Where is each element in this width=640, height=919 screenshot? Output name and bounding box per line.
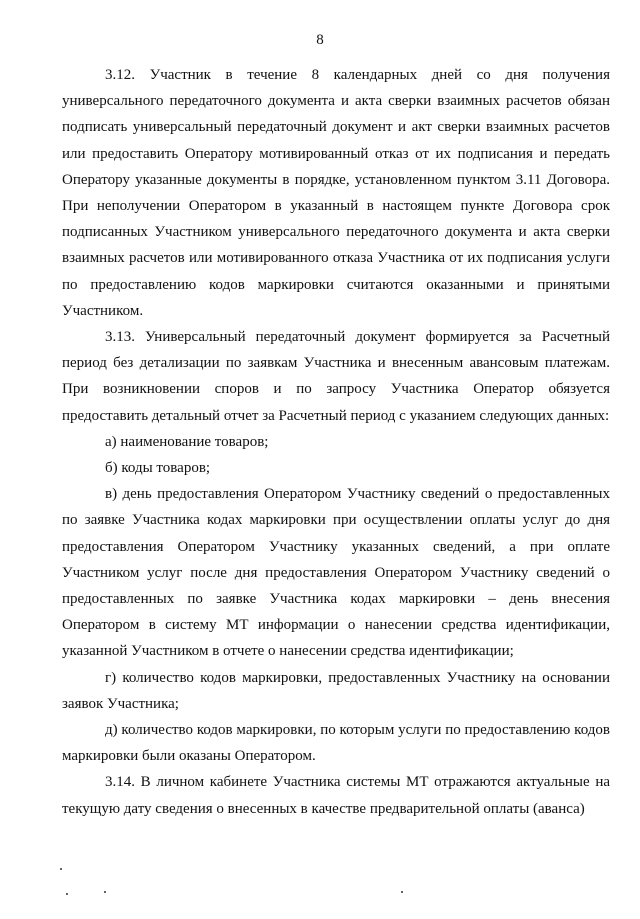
page-number: 8: [316, 32, 324, 48]
document-body: [62, 62, 610, 822]
list-item-a: а) наименование товаров;: [105, 433, 269, 450]
list-item-b: б) коды товаров;: [105, 460, 211, 477]
scan-speck: [66, 893, 68, 895]
scan-speck: [104, 891, 106, 893]
scan-speck: [401, 891, 403, 893]
list-item-v: в) день предоставления Оператором Участнику сведений о предоставленных по заявке Участника кодах маркировки при осуществлении оплаты услуг до дня предоставления Оператором Участнику указанных сведений, а при оплате Участником услуг после дня предоставления Оператором Участнику сведений о предоставленных по заявке Участника кодах маркировки – день внесения Оператором в систему МТ информации о нанесении средства идентификации, указанной Участником в отчете о нанесении средства идентификации;: [62, 486, 610, 660]
scan-speck: [60, 868, 62, 870]
paragraph-3-14: 3.14. В личном кабинете Участника системы МТ отражаются актуальные на текущую дату сведения о внесенных в качестве предварительной оплаты (аванса): [62, 774, 610, 817]
list-item-g: г) количество кодов маркировки, предоставленных Участнику на основании заявок Участника;: [62, 669, 610, 712]
paragraph-3-13: 3.13. Универсальный передаточный документ формируется за Расчетный период без детализации по заявкам Участника и внесенным авансовым платежам. При возникновении споров и по запросу Участника Оператор обязуется предоставить детальный отчет за Расчетный период с указанием следующих данных:: [62, 329, 610, 424]
list-item-d: д) количество кодов маркировки, по которым услуги по предоставлению кодов маркировки были оказаны Оператором.: [62, 722, 610, 765]
paragraph-3-12: 3.12. Участник в течение 8 календарных дней со дня получения универсального передаточного документа и акта сверки взаимных расчетов обязан подписать универсальный передаточный документ и акт сверки взаимных расчетов или предоставить Оператору мотивированный отказ от их подписания и передать Оператору указанные документы в порядке, установленном пунктом 3.11 Договора. При неполучении Оператором в указанный в настоящем пункте Договора срок подписанных Участником универсального передаточного документа и акта сверки взаимных расчетов или мотивированного отказа Участника от их подписания услуги по предоставлению кодов маркировки считаются оказанными и принятыми Участником.: [62, 67, 610, 319]
